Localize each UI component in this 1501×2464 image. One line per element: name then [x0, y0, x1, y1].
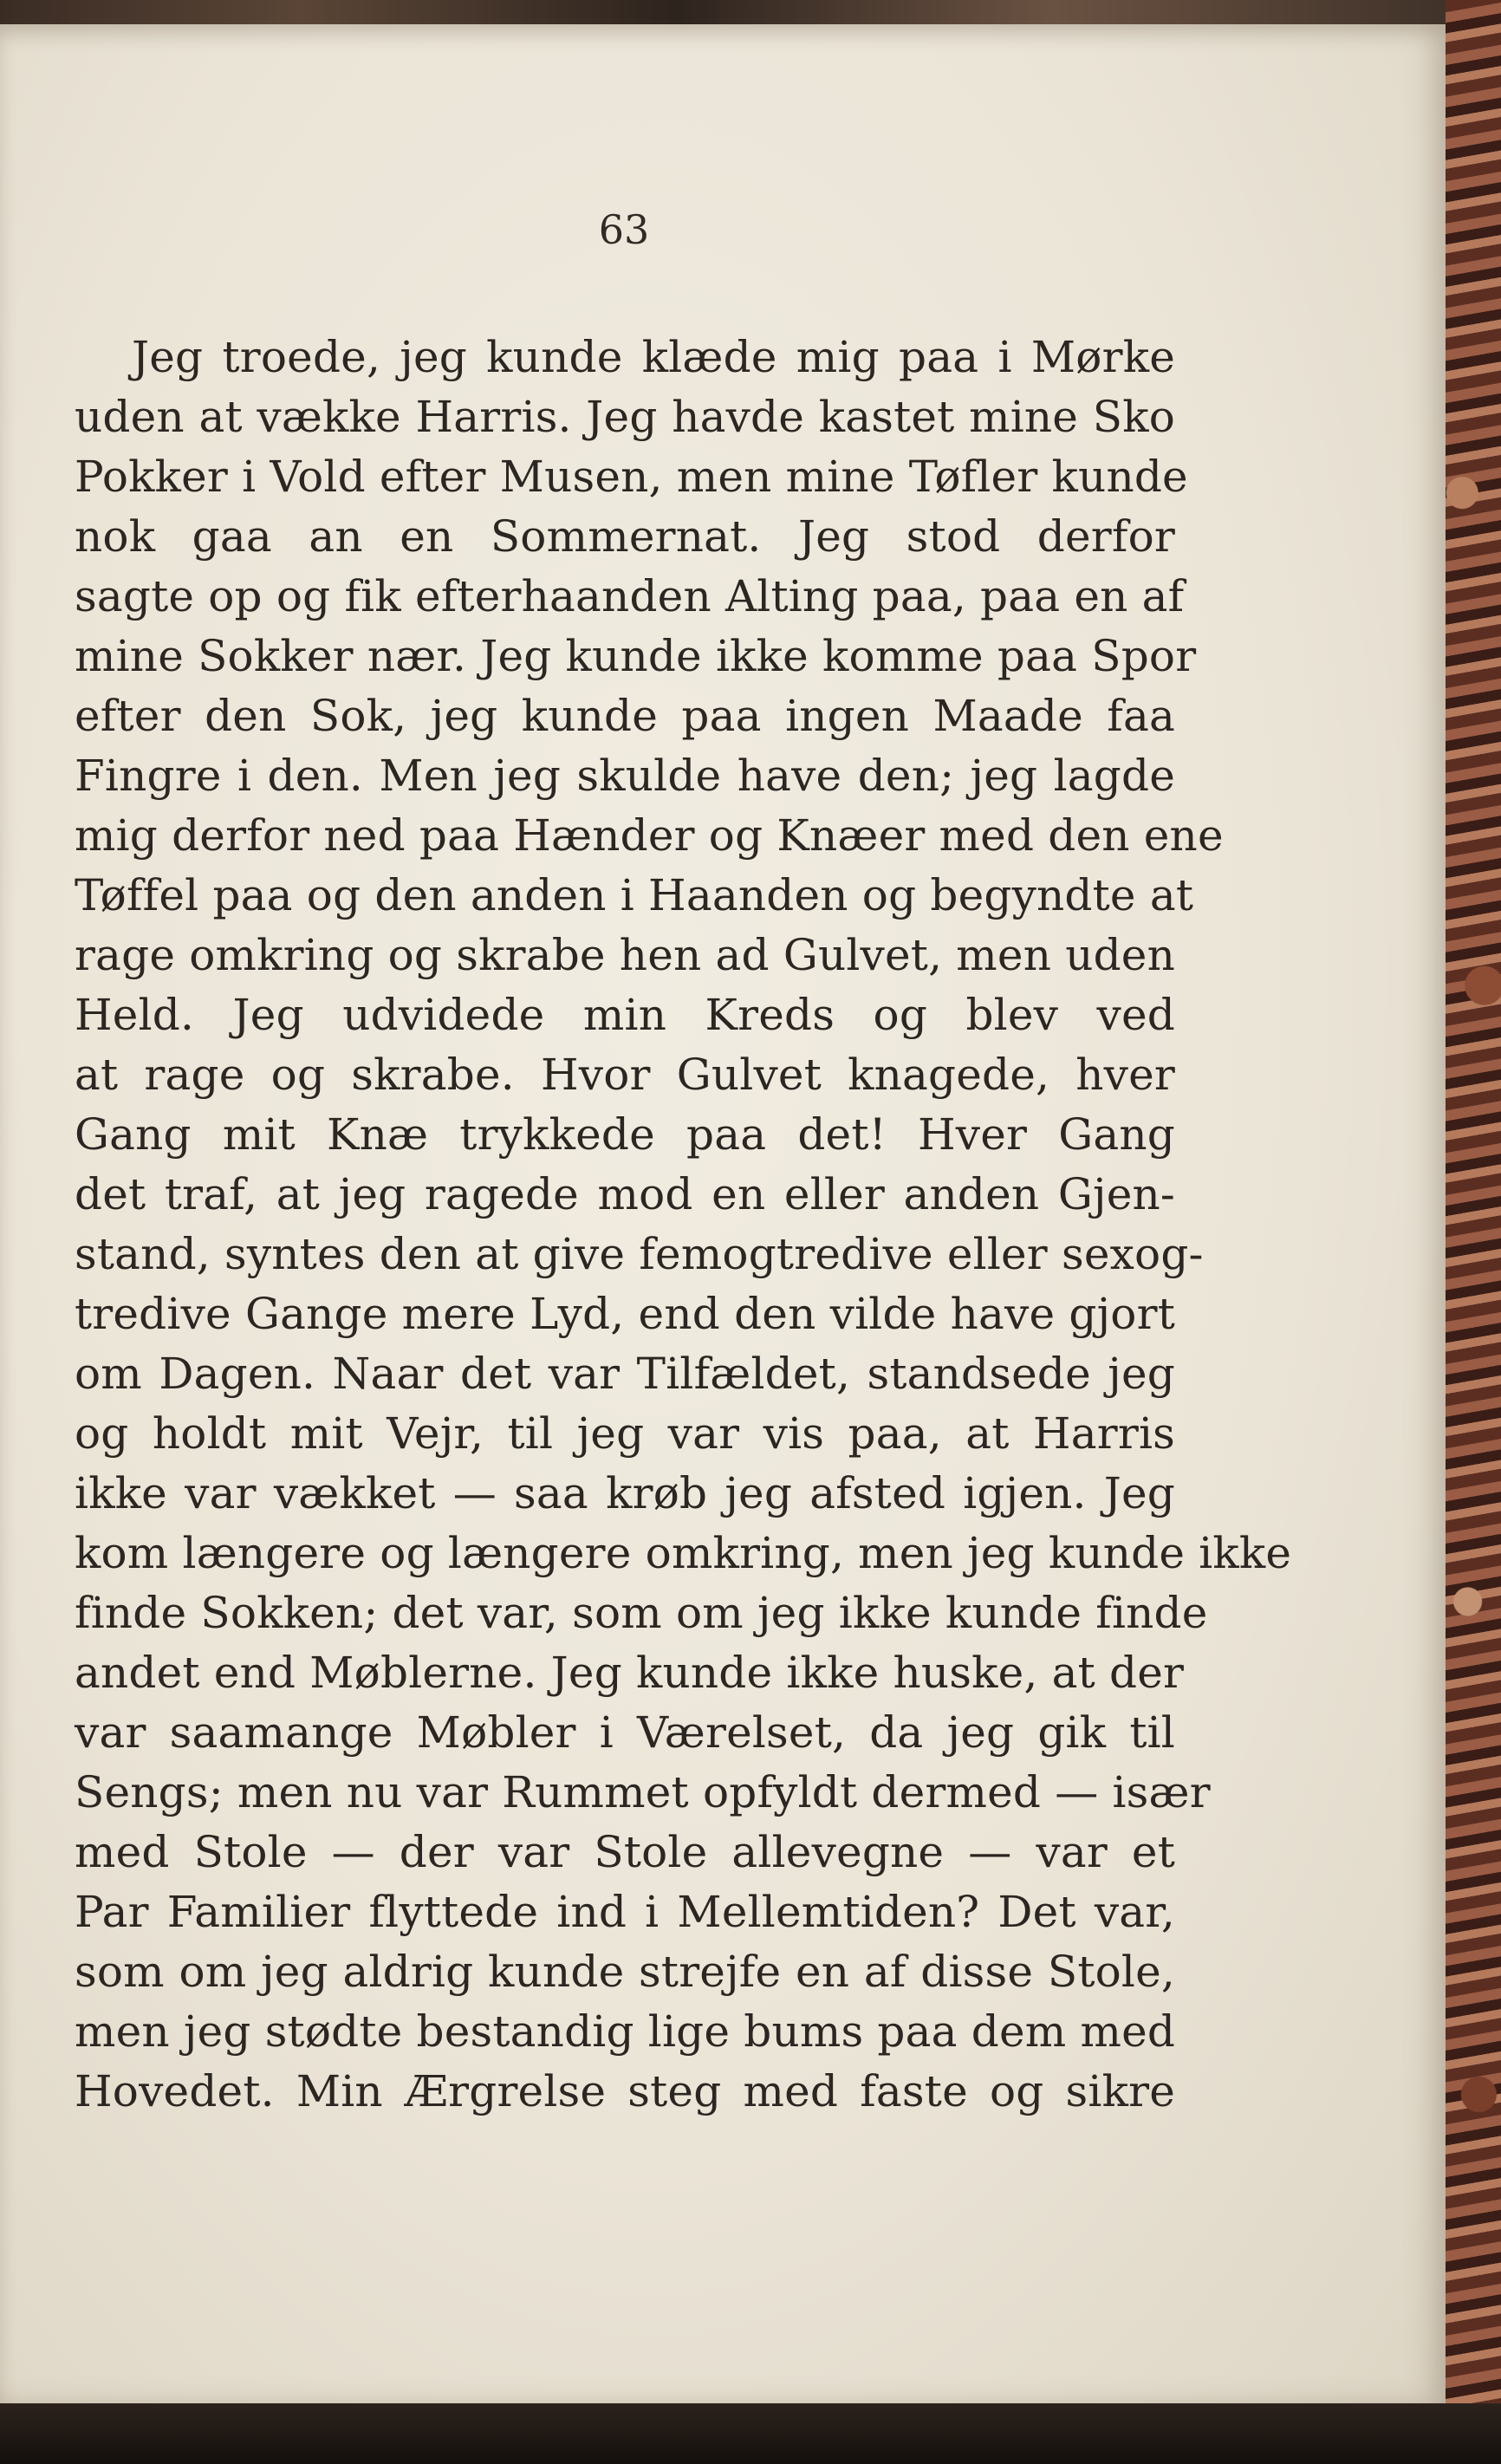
text-line: at rage og skrabe. Hvor Gulvet knagede, hver	[75, 1050, 1175, 1100]
text-line: Gang mit Knæ trykkede paa det! Hver Gang	[75, 1109, 1175, 1160]
text-line: Fingre i den. Men jeg skulde have den; jeg lagde	[75, 751, 1175, 801]
text-line: mine Sokker nær. Jeg kunde ikke komme paa Spor	[75, 631, 1197, 681]
text-line: Pokker i Vold efter Musen, men mine Tøfler kunde	[75, 452, 1188, 502]
text-line: og holdt mit Vejr, til jeg var vis paa, at Harris	[75, 1408, 1175, 1459]
text-line: andet end Møblerne. Jeg kunde ikke huske, at der	[75, 1648, 1185, 1698]
text-line: sagte op og fik efterhaanden Alting paa, paa en af	[75, 571, 1185, 621]
text-line: stand, syntes den at give femogtredive eller sexog-	[75, 1229, 1204, 1279]
text-line: om Dagen. Naar det var Tilfældet, standsede jeg	[75, 1349, 1175, 1399]
text-line: rage omkring og skrabe hen ad Gulvet, men uden	[75, 930, 1175, 980]
text-line: Held. Jeg udvidede min Kreds og blev ved	[75, 990, 1175, 1040]
body-text	[75, 328, 1292, 2122]
page-number: 63	[598, 206, 650, 253]
text-line: finde Sokken; det var, som om jeg ikke kunde finde	[75, 1588, 1208, 1638]
text-line: ikke var vækket — saa krøb jeg afsted igjen. Jeg	[75, 1468, 1175, 1518]
text-line: kom længere og længere omkring, men jeg kunde ikke	[75, 1528, 1292, 1578]
text-line: var saamange Møbler i Værelset, da jeg gik til	[75, 1707, 1175, 1758]
text-line: mig derfor ned paa Hænder og Knæer med den ene	[75, 810, 1224, 861]
text-line: tredive Gange mere Lyd, end den vilde have gjort	[75, 1289, 1175, 1339]
book-bottom-edge	[0, 2403, 1501, 2464]
text-line: nok gaa an en Sommernat. Jeg stod derfor	[75, 511, 1175, 562]
paper-page	[0, 24, 1446, 2403]
text-line: Hovedet. Min Ærgrelse steg med faste og sikre	[75, 2066, 1175, 2116]
text-line: Jeg troede, jeg kunde klæde mig paa i Mørke	[132, 332, 1175, 382]
text-line: Par Familier flyttede ind i Mellemtiden? Det var,	[75, 1887, 1175, 1937]
text-line: Tøffel paa og den anden i Haanden og begyndte at	[75, 870, 1194, 920]
text-line: med Stole — der var Stole allevegne — var et	[75, 1827, 1175, 1877]
marbled-cover-edge	[1446, 0, 1501, 2464]
text-line: efter den Sok, jeg kunde paa ingen Maade faa	[75, 691, 1175, 741]
text-line: det traf, at jeg ragede mod en eller anden Gjen-	[75, 1169, 1175, 1219]
text-line: men jeg stødte bestandig lige bums paa dem med	[75, 2006, 1176, 2057]
text-line: Sengs; men nu var Rummet opfyldt dermed — især	[75, 1767, 1211, 1817]
text-line: som om jeg aldrig kunde strejfe en af disse Stole,	[75, 1947, 1175, 1997]
text-line: uden at vække Harris. Jeg havde kastet mine Sko	[75, 392, 1175, 442]
